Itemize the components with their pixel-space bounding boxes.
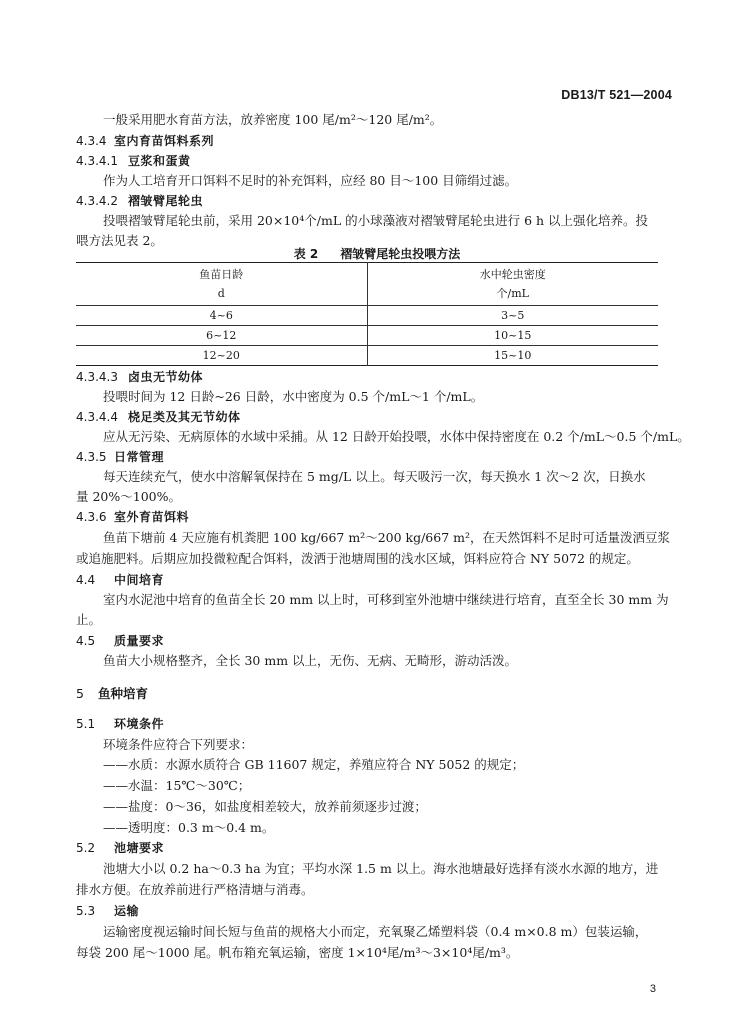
section-title: 室外育苗饵料 [114,510,190,524]
section-number: 5 [76,686,84,701]
section-title: 环境条件 [114,717,165,731]
feeding-table [76,262,658,366]
header-cell-density [367,263,658,306]
section-number: 4.3.5 [76,450,107,464]
column-header: 水中轮虫密度 [479,268,546,281]
paragraph-continuation: 每袋 200 尾～1000 尾。帆布箱充氧运输，密度 1×10⁴尾/m³～3×10⁴尾/m³。 [76,945,519,960]
section-title: 运输 [114,904,140,918]
section-heading-5-1 [76,716,164,732]
list-item: ——水温：15℃～30℃； [103,778,251,793]
section-title: 中间培育 [114,573,165,587]
list-item: ——盐度：0～36，如盐度相差较大，放养前须逐步过渡； [103,799,427,814]
list-item: ——透明度：0.3 m～0.4 m。 [103,820,275,835]
section-heading-5-2 [76,840,164,856]
section-title: 卤虫无节幼体 [128,370,204,384]
table-row [76,346,658,366]
table-title: 褶皱臂尾轮虫投喂方法 [340,247,461,261]
paragraph: 室内水泥池中培育的鱼苗全长 20 mm 以上时，可移到室外池塘中继续进行培育，直至全长 30 mm 为 [103,592,669,607]
section-number: 4.4 [76,573,96,587]
section-heading-4-3-5 [76,449,164,465]
paragraph-continuation: 排水方便。在放养前进行严格清塘与消毒。 [76,882,314,897]
paragraph: 池塘大小以 0.2 ha～0.3 ha 为宜；平均水深 1.5 m 以上。海水池塘最好选择有淡水水源的地方，进 [103,861,659,876]
section-number: 4.3.4.1 [76,154,118,168]
column-header: 鱼苗日龄 [199,268,244,281]
section-number: 4.3.4.4 [76,410,118,424]
paragraph-continuation: 止。 [76,612,102,627]
section-heading-4-4 [76,572,164,588]
section-number: 4.3.4.2 [76,194,118,208]
table-caption [0,245,754,262]
section-number: 4.5 [76,634,96,648]
section-heading-4-5 [76,633,164,649]
section-heading-4-3-4-1 [76,153,191,169]
section-title: 豆浆和蛋黄 [128,154,191,168]
table-row [76,306,658,326]
section-heading-4-3-4-3 [76,369,203,385]
section-title: 褶皱臂尾轮虫 [128,194,204,208]
paragraph: 每天连续充气，使水中溶解氧保持在 5 mg/L 以上。每天吸污一次，每天换水 1 次～2 次，日换水 [103,469,646,484]
table-row [76,326,658,346]
chapter-heading-5 [76,686,148,702]
section-heading-4-3-4 [76,133,214,149]
section-title: 鱼种培育 [98,686,149,701]
section-title: 室内育苗饵料系列 [114,134,215,148]
column-unit: 个/mL [496,287,529,300]
paragraph: 投喂时间为 12 日龄~26 日龄，水中密度为 0.5 个/mL～1 个/mL。 [103,389,484,404]
table-header-row [76,263,658,306]
paragraph: 投喂褶皱臂尾轮虫前，采用 20×10⁴个/mL 的小球藻液对褶皱臂尾轮虫进行 6 h 以上强化培养。投 [103,213,649,228]
paragraph-continuation: 或追施肥料。后期应加投微粒配合饵料，泼洒于池塘周围的浅水区域，饵料应符合 NY 5072 的规定。 [76,551,639,566]
table-cell: 3~5 [367,306,658,326]
paragraph: 一般采用肥水育苗方法，放养密度 100 尾/m²～120 尾/m²。 [103,112,443,127]
table-label: 表 2 [293,247,319,261]
paragraph: 鱼苗大小规格整齐，全长 30 mm 以上，无伤、无病、无畸形，游动活泼。 [103,653,518,668]
paragraph: 应从无污染、无病原体的水域中采捕。从 12 日龄开始投喂，水体中保持密度在 0.2 个/mL～0.5 个/mL。 [103,429,690,444]
section-title: 池塘要求 [114,841,165,855]
paragraph: 作为人工培育开口饵料不足时的补充饵料，应经 80 目～100 目筛绢过滤。 [103,173,518,188]
document-code: DB13/T 521—2004 [561,88,672,102]
section-title: 日常管理 [114,450,165,464]
section-heading-4-3-6 [76,509,189,525]
paragraph-continuation: 喂方法见表 2。 [76,233,163,248]
section-number: 5.2 [76,841,96,855]
section-number: 4.3.4 [76,134,107,148]
column-unit: d [217,287,225,300]
section-title: 桡足类及其无节幼体 [128,410,241,424]
list-item: ——水质：水源水质符合 GB 11607 规定，养殖应符合 NY 5052 的规定； [103,757,525,772]
paragraph: 运输密度视运输时间长短与鱼苗的规格大小而定，充氧聚乙烯塑料袋（0.4 m×0.8 m）包装运输， [103,924,648,939]
table-cell: 6~12 [76,326,367,346]
table-cell: 10~15 [367,326,658,346]
paragraph: 环境条件应符合下列要求： [103,737,254,752]
page-number: 3 [649,983,656,995]
table-cell: 12~20 [76,346,367,366]
paragraph: 鱼苗下塘前 4 天应施有机粪肥 100 kg/667 m²～200 kg/667 m²，在天然饵料不足时可适量泼洒豆浆 [103,530,671,545]
section-number: 4.3.6 [76,510,107,524]
table-cell: 4~6 [76,306,367,326]
paragraph-continuation: 量 20%～100%。 [76,489,181,504]
header-cell-age [76,263,367,306]
section-number: 5.1 [76,717,96,731]
section-number: 5.3 [76,904,96,918]
section-heading-5-3 [76,903,139,919]
section-number: 4.3.4.3 [76,370,118,384]
table-cell: 15~10 [367,346,658,366]
section-title: 质量要求 [114,634,165,648]
section-heading-4-3-4-2 [76,193,203,209]
section-heading-4-3-4-4 [76,409,241,425]
